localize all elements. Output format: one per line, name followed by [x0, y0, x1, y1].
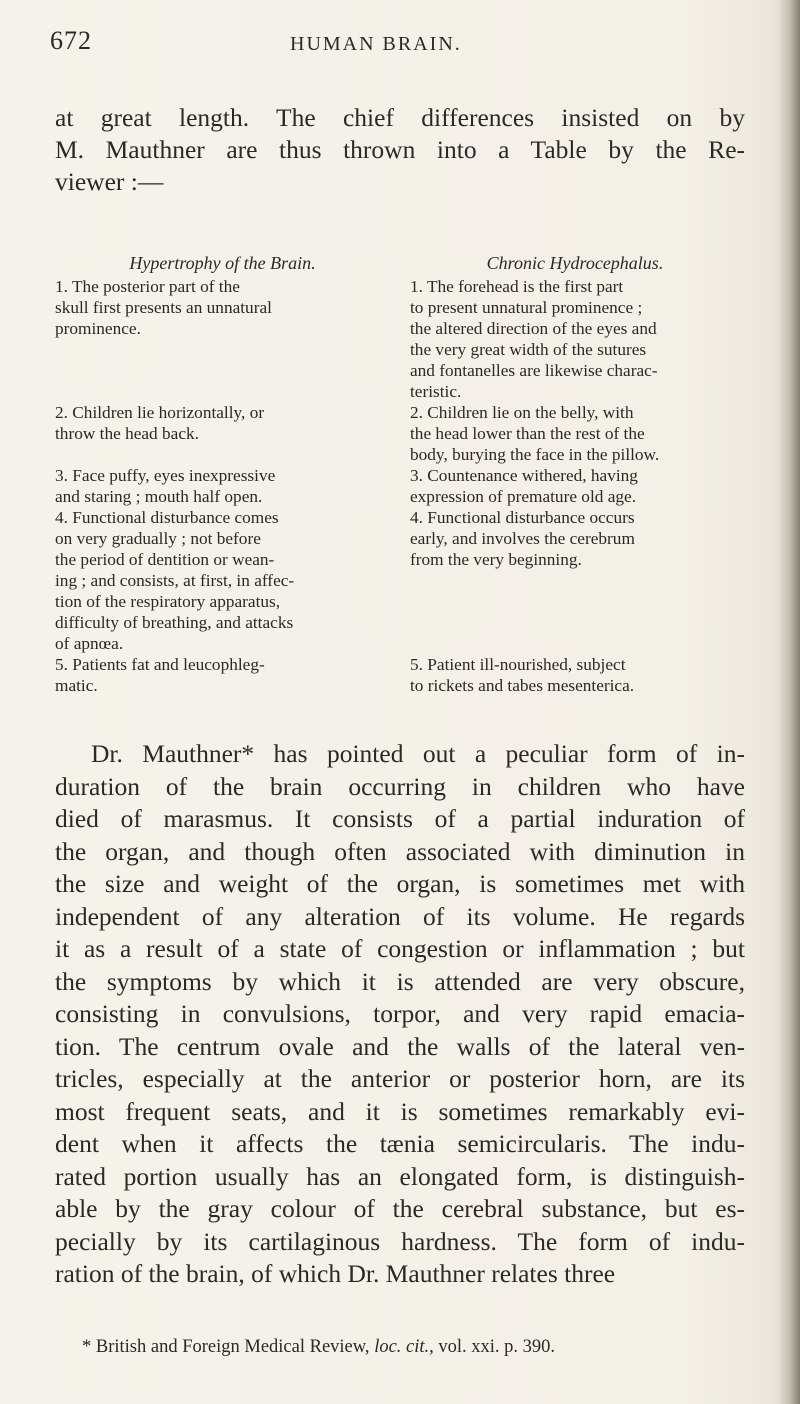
paragraph-line: tion. The centrum ovale and the walls of the lateral ven-	[55, 1031, 745, 1061]
paragraph-line: tricles, especially at the anterior or posterior horn, are its	[55, 1064, 745, 1093]
paragraph-line: most frequent seats, and it is sometimes remarkably evi-	[55, 1096, 745, 1126]
footnote-source: British and Foreign Medical Review,	[95, 1337, 370, 1357]
paragraph-line: the organ, and though often associated with diminution in	[55, 836, 745, 866]
column-heading: Hypertrophy of the Brain.	[129, 253, 316, 273]
table-item: 5. Patient ill-nourished, subject to rickets and tabes mesenterica.	[410, 655, 635, 695]
intro-paragraph	[55, 102, 745, 198]
table-item: 2. Children lie horizontally, or throw the head back.	[55, 403, 265, 443]
paragraph-line: consisting in convulsions, torpor, and very rapid emacia-	[55, 999, 745, 1028]
paragraph-line: Dr. Mauthner* has pointed out a peculiar form of in-	[91, 739, 745, 768]
paragraph-line: independent of any alteration of its volume. He regards	[55, 901, 745, 931]
table-column-hydrocephalus	[410, 252, 740, 695]
table-item: 2. Children lie on the belly, with the head lower than the rest of the body, burying the face in the pillow.	[410, 403, 660, 464]
page-binding-shadow	[778, 0, 800, 1404]
table-item: 5. Patients fat and leucophleg- matic.	[55, 655, 265, 695]
paragraph-line: dent when it affects the tænia semicircularis. The indu-	[55, 1129, 745, 1158]
intro-line: at great length. The chief differences insisted on by	[55, 103, 745, 132]
footnote-volume: vol. xxi. p. 390.	[438, 1337, 556, 1357]
table-item: 3. Face puffy, eyes inexpressive and staring ; mouth half open.	[55, 466, 276, 506]
table-item: 4. Functional disturbance comes on very gradually ; not before the period of dentition or wean- ing ; and consists, at first, in affec- tion of the respiratory apparatus, difficulty of breathing, and attacks of apnœa.	[55, 508, 295, 653]
paragraph-line: able by the gray colour of the cerebral substance, but es-	[55, 1194, 745, 1223]
paragraph-line: ration of the brain, of which Dr. Mauthner relates three	[55, 1259, 616, 1288]
running-title: HUMAN BRAIN.	[290, 33, 462, 55]
table-item: 3. Countenance withered, having expression of premature old age.	[410, 466, 638, 506]
table-column-hypertrophy	[55, 252, 390, 695]
paragraph-line: duration of the brain occurring in children who have	[55, 771, 745, 801]
paragraph-line: the size and weight of the organ, is sometimes met with	[55, 869, 745, 898]
paragraph-line: pecially by its cartilaginous hardness. The form of indu-	[55, 1226, 745, 1256]
footnote-marker: *	[82, 1337, 92, 1357]
intro-line: M. Mauthner are thus thrown into a Table by the Re-	[55, 135, 745, 164]
table-item: 4. Functional disturbance occurs early, and involves the cerebrum from the very beginning.	[410, 508, 635, 569]
table-item: 1. The forehead is the first part to present unnatural prominence ; the altered direction of the eyes and the very great width of the sutures and fontanelles are likewise charac- teristic.	[410, 277, 658, 401]
body-paragraph	[55, 738, 745, 1291]
intro-line: viewer :—	[55, 167, 164, 196]
paragraph-line: the symptoms by which it is attended are very obscure,	[55, 966, 745, 996]
table-item: 1. The posterior part of the skull first presents an unnatural prominence.	[55, 277, 272, 338]
page-number: 672	[50, 26, 92, 55]
footnote	[82, 1336, 742, 1358]
paragraph-line: it as a result of a state of congestion or inflammation ; but	[55, 934, 745, 963]
column-heading: Chronic Hydrocephalus.	[486, 253, 664, 273]
paragraph-line: died of marasmus. It consists of a partial induration of	[55, 804, 745, 833]
footnote-loc-cit: loc. cit.,	[374, 1337, 434, 1357]
paragraph-line: rated portion usually has an elongated form, is distinguish-	[55, 1161, 745, 1191]
